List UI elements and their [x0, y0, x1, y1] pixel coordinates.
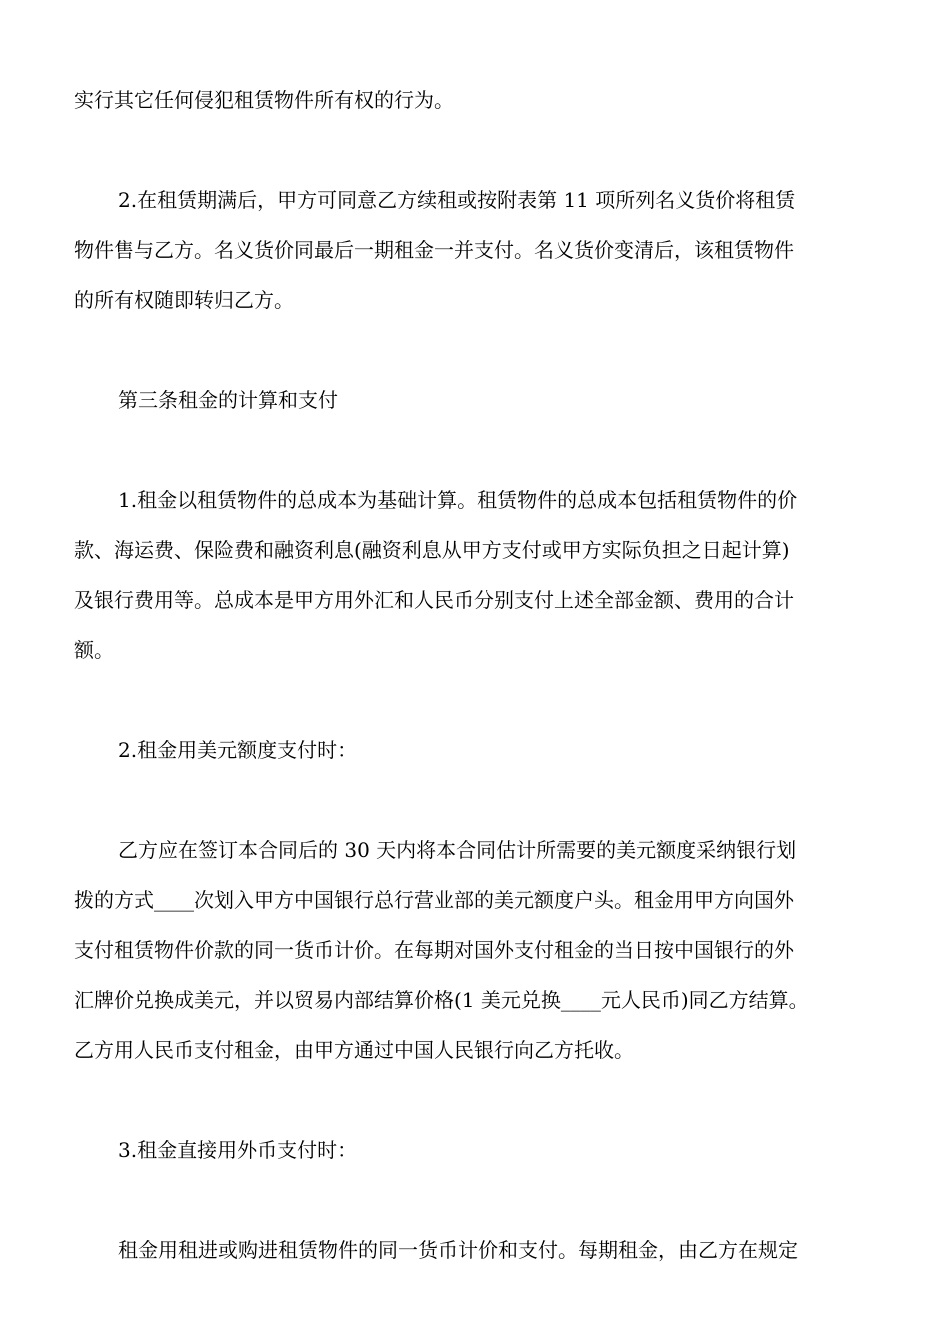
section-heading: 第三条租金的计算和支付	[118, 388, 338, 412]
paragraph-line: 款、海运费、保险费和融资利息(融资利息从甲方支付或甲方实际负担之日起计算)	[74, 538, 790, 562]
paragraph-line: 2.在租赁期满后，甲方可同意乙方续租或按附表第 11 项所列名义货价将租赁	[118, 188, 796, 212]
paragraph-line: 3.租金直接用外币支付时：	[118, 1138, 358, 1162]
paragraph-line: 额。	[74, 638, 114, 662]
paragraph-line: 拨的方式____次划入甲方中国银行总行营业部的美元额度户头。租金用甲方向国外	[74, 888, 794, 912]
paragraph-line: 实行其它任何侵犯租赁物件所有权的行为。	[74, 88, 454, 112]
paragraph-line: 2.租金用美元额度支付时：	[118, 738, 358, 762]
paragraph-line: 乙方应在签订本合同后的 30 天内将本合同估计所需要的美元额度采纳银行划	[118, 838, 797, 862]
paragraph-line: 1.租金以租赁物件的总成本为基础计算。租赁物件的总成本包括租赁物件的价	[118, 488, 798, 512]
paragraph-line: 物件售与乙方。名义货价同最后一期租金一并支付。名义货价变清后，该租赁物件	[74, 238, 794, 262]
paragraph-line: 租金用租进或购进租赁物件的同一货币计价和支付。每期租金，由乙方在规定	[118, 1238, 798, 1262]
paragraph-line: 的所有权随即转归乙方。	[74, 288, 294, 312]
paragraph-line: 及银行费用等。总成本是甲方用外汇和人民币分别支付上述全部金额、费用的合计	[74, 588, 794, 612]
paragraph-line: 乙方用人民币支付租金，由甲方通过中国人民银行向乙方托收。	[74, 1038, 634, 1062]
paragraph-line: 支付租赁物件价款的同一货币计价。在每期对国外支付租金的当日按中国银行的外	[74, 938, 794, 962]
paragraph-line: 汇牌价兑换成美元，并以贸易内部结算价格(1 美元兑换____元人民币)同乙方结算。	[74, 988, 809, 1012]
